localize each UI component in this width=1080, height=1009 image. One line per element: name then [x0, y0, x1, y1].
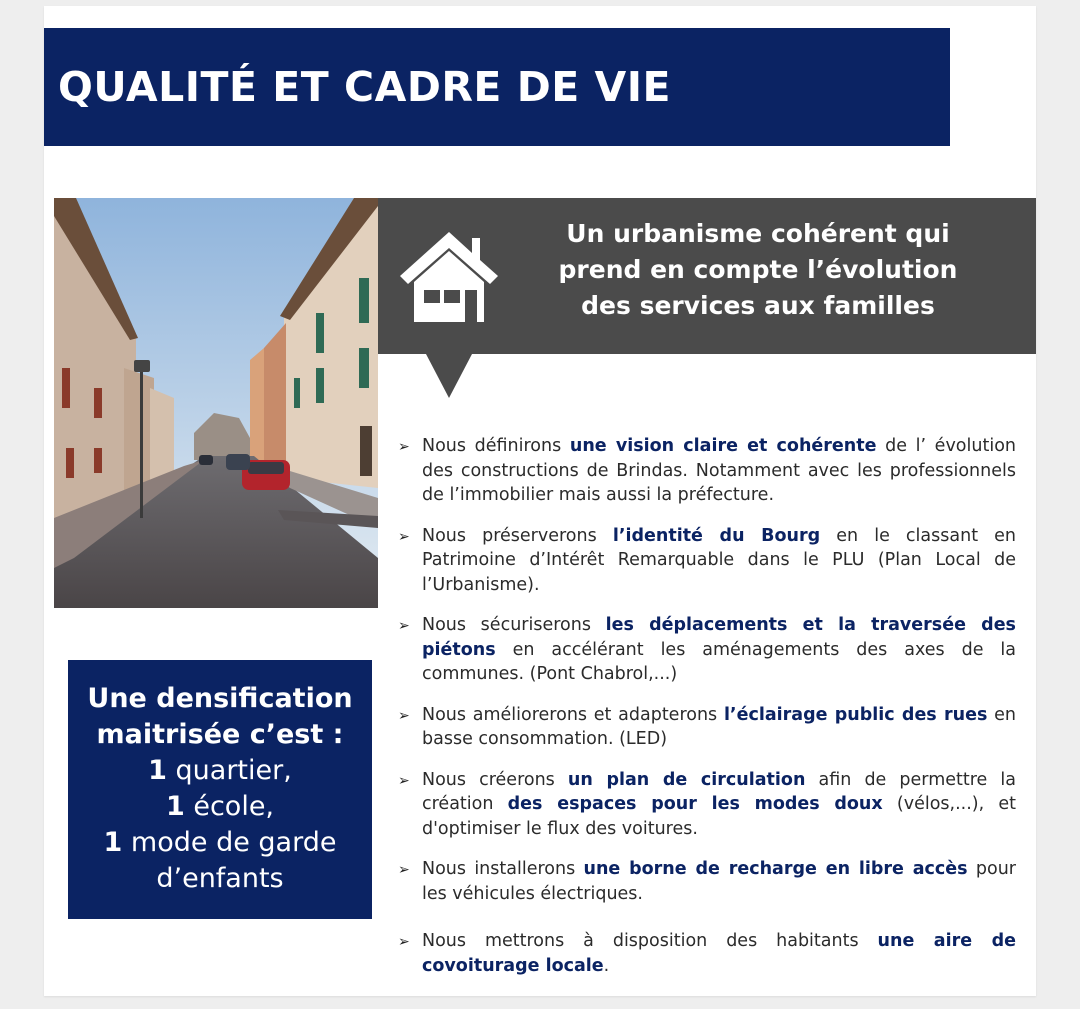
banner-pointer: [426, 354, 472, 398]
densification-number: 1: [103, 827, 123, 858]
densification-text: école,: [184, 791, 275, 822]
measure-highlight: une vision claire et cohérente: [569, 436, 877, 456]
arrow-bullet-icon: ➢: [398, 439, 410, 455]
measure-text: Nous installerons: [422, 859, 584, 879]
arrow-bullet-icon: ➢: [398, 707, 410, 724]
measures-list: [396, 434, 1016, 978]
banner-line: des services aux familles: [581, 291, 935, 320]
arrow-bullet-icon: ➢: [398, 772, 410, 789]
measure-highlight: l’identité du Bourg: [612, 525, 821, 546]
densification-item: d’enfants: [156, 863, 284, 894]
arrow-bullet-icon: ➢: [398, 862, 410, 878]
title-bar: [44, 28, 950, 146]
measure-item: [396, 434, 1016, 508]
measure-text: Nous sécuriserons: [422, 615, 606, 635]
measure-highlight: les déplacements et la traversée des piétons: [422, 615, 1016, 660]
measure-text: Nous préserverons: [422, 525, 613, 546]
measure-text: afin de permettre la création: [422, 769, 1016, 814]
measure-item: [396, 857, 1016, 906]
house-icon: [392, 224, 506, 326]
densification-heading: Une densification: [87, 683, 353, 714]
arrow-bullet-icon: ➢: [398, 934, 410, 950]
arrow-bullet-icon: ➢: [398, 528, 410, 545]
arrow-bullet-icon: ➢: [398, 618, 410, 634]
measure-highlight: des espaces pour les modes doux: [507, 794, 883, 814]
measure-item: [396, 524, 1016, 598]
street-illustration: [54, 198, 378, 608]
measure-highlight: une aire de covoiturage locale: [422, 931, 1016, 976]
measure-text: de l’ évolution des constructions de Brindas. Notamment avec les professionnels de l’immobilier mais aussi la préfecture.: [422, 436, 1016, 505]
measure-item: [396, 613, 1016, 687]
measure-text: Nous mettrons à disposition des habitants: [422, 931, 878, 951]
measure-text: en le classant en Patrimoine d’Intérêt Remarquable dans le PLU (Plan Local de l’Urbanisme).: [422, 525, 1017, 595]
measure-highlight: une borne de recharge en libre accès: [583, 859, 968, 879]
page-title: QUALITÉ ET CADRE DE VIE: [58, 63, 672, 111]
measure-text: en accélérant les aménagements des axes de la communes. (Pont Chabrol,...): [422, 639, 1016, 684]
measure-text: (vélos,...), et d'optimiser le flux des voitures.: [422, 794, 1016, 839]
banner-text: [528, 216, 988, 324]
measure-item: [396, 768, 1016, 842]
densification-text: quartier,: [166, 755, 292, 786]
densification-heading: maitrisée c’est :: [96, 719, 344, 750]
measure-highlight: un plan de circulation: [567, 769, 806, 790]
densification-box: [68, 660, 372, 919]
street-photo: [54, 198, 378, 608]
densification-item: [68, 789, 372, 825]
measure-text: pour les véhicules électriques.: [422, 859, 1016, 904]
densification-number: 1: [148, 755, 167, 786]
measure-text: .: [603, 955, 610, 976]
urbanisme-banner: [378, 198, 1036, 354]
measure-text: Nous améliorerons et adapterons: [422, 704, 724, 725]
densification-number: 1: [165, 791, 185, 822]
densification-item: [68, 825, 372, 861]
measure-item: [396, 929, 1016, 978]
measure-text: Nous créerons: [422, 769, 568, 790]
measure-highlight: l’éclairage public des rues: [723, 704, 988, 725]
banner-line: prend en compte l’évolution: [558, 255, 958, 284]
measure-text: en basse consommation. (LED): [422, 704, 1016, 749]
measure-text: Nous définirons: [422, 436, 570, 456]
densification-text: mode de garde: [122, 827, 337, 858]
measure-item: [396, 703, 1016, 752]
densification-item: [68, 753, 372, 789]
banner-line: Un urbanisme cohérent qui: [566, 219, 950, 248]
